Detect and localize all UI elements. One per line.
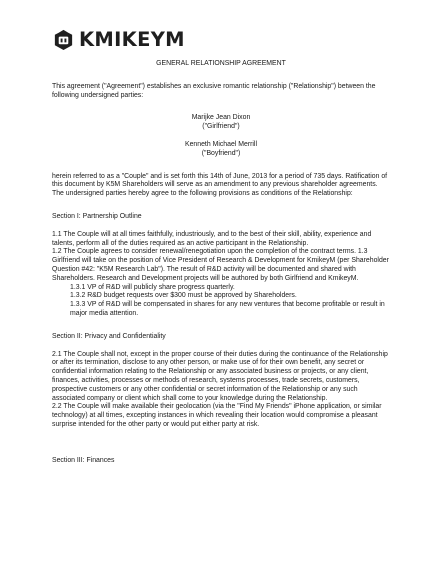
logo-mark-icon	[52, 28, 75, 51]
section1-clause-1-1: 1.1 The Couple will at all times faithfully, industriously, and to the best of their skill, ability, experience and talents, perform all of the duties required as an active participant in the Relationship.	[52, 230, 372, 247]
logo-wordmark: KMIKEYM	[79, 27, 185, 51]
section2-clause-2-1: 2.1 The Couple shall not, except in the proper course of their duties during the continuance of the Relationship or after its termination, disclose to any other person, or make use of for their own benefit, any secret or confidential information relating to the Relationship or any associated business or projects, or any client, finances, activities, processes or methods of research, systems processes, trade secrets, customers, prospective customers or any other confidential or secret information of the Relationship or any such associated company or client which shall come to your knowledge during the Relationship.	[52, 350, 388, 402]
section2-clause-2-2: 2.2 The Couple will make available their geolocation (via the "Find My Friends" iPhone application, or similar technology) at all times, excepting instances in which revealing their location would compromise a pleasant surprise intended for the other party or would put either party at risk.	[52, 403, 382, 428]
preamble-paragraph: herein referred to as a "Couple" and is set forth this 14th of June, 2013 for a period of 735 days. Ratification of this document by K5M Shareholders will serve as an amendment to any previous shareholder agreements. The undersigned parties hereby agree to the following provisions as conditions of the Relationship:	[52, 172, 388, 198]
party2-role: ("Boyfriend")	[201, 149, 241, 157]
section1-clause-1-2: 1.2 The Couple agrees to consider renewal/renegotiation upon the completion of the contract terms. 1.3 Girlfriend will take on the position of Vice President of Research & Development for KmikeyM (per Shareholder Question #42: "K5M Research Lab"). The result of R&D activity will be documented and shared with Shareholders. Research and Development projects will be authored by both Girlfriend and KmikeyM.	[52, 248, 389, 282]
section1-heading: Section I: Partnership Outline	[52, 212, 142, 220]
party2-name: Kenneth Michael Merrill	[185, 140, 257, 148]
party1-role: ("Girlfriend")	[202, 123, 240, 131]
section3-heading: Section III: Finances	[52, 456, 115, 464]
document-title: GENERAL RELATIONSHIP AGREEMENT	[156, 60, 286, 67]
section2-heading: Section II: Privacy and Confidentiality	[52, 332, 166, 340]
agreement-document	[52, 60, 390, 466]
section1-subclause-2: 1.3.2 R&D budget requests over $300 must be approved by Shareholders.	[70, 292, 297, 300]
section1-subclause-3: 1.3.3 VP of R&D will be compensated in shares for any new ventures that become profitable or result in major media attention.	[70, 301, 385, 317]
intro-paragraph: This agreement ("Agreement") establishes an exclusive romantic relationship ("Relationship") between the following undersigned parties:	[52, 82, 376, 99]
brand-logo	[52, 28, 185, 51]
section1-subclause-1: 1.3.1 VP of R&D will publicly share progress quarterly.	[70, 283, 235, 291]
party1-name: Marijke Jean Dixon	[191, 114, 251, 122]
